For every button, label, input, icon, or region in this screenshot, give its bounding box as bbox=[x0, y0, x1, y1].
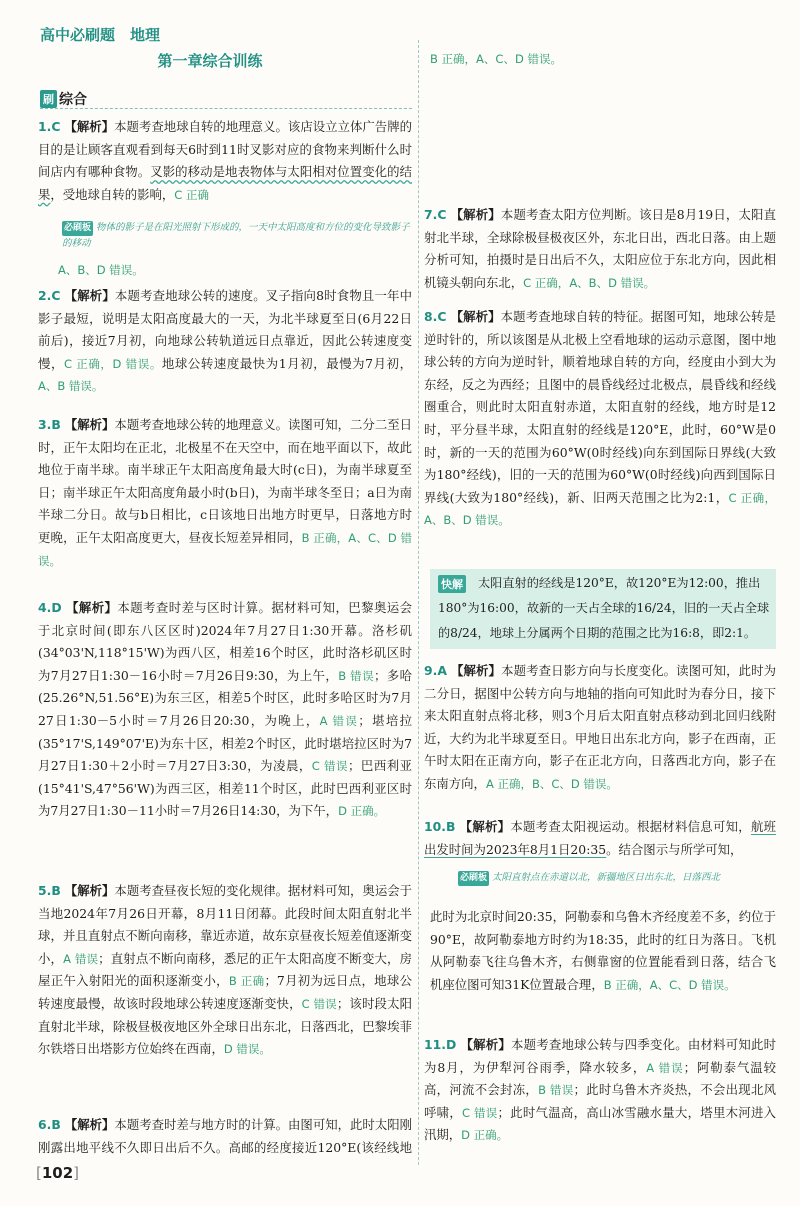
verdict: A 正确， bbox=[485, 776, 532, 791]
explanation-text: ；阿勒泰气温较高，河流不会封冻， bbox=[424, 1059, 777, 1098]
explanation-text: 本题考查地球公转与四季变化。由材料可知此时为8月，为伊犁河谷雨季，降水较多， bbox=[424, 1037, 777, 1075]
q-answer: C bbox=[51, 119, 61, 134]
q-answer: A bbox=[437, 663, 447, 678]
verdict: C 正确， bbox=[523, 275, 570, 290]
q-number: 9. bbox=[424, 663, 438, 678]
answer-4 bbox=[38, 597, 412, 823]
verdict: A、B、D 错误。 bbox=[58, 263, 144, 277]
explanation-text: 本题考查日影方向与长度变化。读图可知，此时为二分日，据图中公转方向与地轴的指向可知此时为春分日，接下来太阳直射点将北移，则3个月后太阳直射点移动到北回归线附近，大约为北半球夏至日。甲地日出东北方向，影子在西南，正午时太阳在正南方向，影子在正北方向，日落西北方向，影子在东南方向， bbox=[424, 663, 777, 791]
explanation-text: ；巴西利亚(15°41'S,47°56'W)为西三区，相差11个时区，此时巴西利亚区时为7月27日1:30－11小时＝7月26日14:30，为下午， bbox=[38, 758, 413, 819]
verdict: B 正确， bbox=[603, 977, 650, 992]
verdict: D 错误。 bbox=[223, 1042, 271, 1057]
q-number: 2. bbox=[38, 288, 52, 303]
book-header: 高中必刷题 地理 bbox=[40, 26, 161, 44]
answer-5 bbox=[38, 880, 412, 1061]
q-number: 10. bbox=[424, 819, 446, 834]
q-number: 5. bbox=[38, 883, 52, 898]
note-text: 物体的影子是在阳光照射下形成的，一天中太阳高度和方位的变化导致影子的移动 bbox=[62, 222, 410, 249]
answer-6-start bbox=[38, 1114, 412, 1160]
verdict: A 错误 bbox=[319, 713, 359, 728]
section-heading bbox=[40, 88, 412, 109]
verdict: B 正确 bbox=[228, 974, 265, 989]
answer-11 bbox=[424, 1034, 776, 1147]
verdict: A、C、D 错误。 bbox=[38, 530, 413, 568]
q-answer: B bbox=[51, 1117, 61, 1132]
explanation-text: ；堪培拉(35°17'S,149°07'E)为东十区，相差2个时区，此时堪培拉区时为7月27日1:30＋2小时＝7月27日3:30，为凌晨， bbox=[38, 712, 413, 774]
explanation-text: ；直射点不断向南移，悉尼的正午太阳高度不断变大，房屋正午入射阳光的面积逐渐变小， bbox=[38, 950, 413, 989]
q-answer: C bbox=[51, 288, 61, 303]
key-point-text: 叉影的移动是地表物体与太阳相对位置变化的结果 bbox=[38, 164, 413, 202]
note-badge: 必刷板 bbox=[458, 871, 489, 886]
answer-7 bbox=[424, 204, 776, 294]
verdict: C 错误 bbox=[462, 1105, 498, 1120]
verdict: C 错误 bbox=[311, 759, 349, 774]
analysis-tag: 【解析】 bbox=[64, 883, 115, 898]
q-number: 3. bbox=[38, 417, 52, 432]
answer-9 bbox=[424, 660, 776, 796]
verdict: D 正确。 bbox=[338, 804, 386, 819]
page-number: [ 102 ] bbox=[36, 1164, 79, 1182]
explanation-text: 本题考查地球自转的地理意义。该店设立立体广告牌的目的是让顾客直观看到每天6时到11时叉影对应的食物来判断什么时间店内有哪种食物。 bbox=[38, 119, 413, 180]
answer-3 bbox=[38, 414, 412, 572]
verdict: C 正确 bbox=[174, 187, 209, 202]
note-text: 太阳直射点在赤道以北，新疆地区日出东北，日落西北 bbox=[492, 872, 721, 883]
verdict: D 错误。 bbox=[112, 356, 162, 371]
q-number: 7. bbox=[424, 207, 438, 222]
explanation-text: 此时为北京时间20:35，阿勒泰和乌鲁木齐经度差不多，约位于90°E，故阿勒泰地方时约为18:35，此时的红日为落日。飞机从阿勒泰飞往乌鲁木齐，右侧靠窗的位置能看到日落，结合飞机座位图可知31K位置最合理， bbox=[430, 909, 776, 992]
explanation-text: 本题考查昼夜长短的变化规律。据材料可知，奥运会于当地2024年7月26日开幕，8月11日闭幕。此段时间太阳直射北半球，并且直射点不断向南移，靠近赤道，故东京昼夜长短差值逐渐变小， bbox=[38, 883, 413, 966]
explanation-text: 本题考查地球自转的特征。据图可知，地球公转是逆时针的，所以该图是从北极上空看地球的运动示意图，图中地球公转的方向为逆时针，顺着地球自转的方向，经度由小到大为东经，反之为西经；且图中的晨昏线经过北极点，晨昏线和经线圈重合，则此时太阳直射赤道，太阳直射的经线，地方时是12时，平分昼半球，太阳直射的经线是120°E，此时，60°W是0时，新的一天的范围为60°W(0时经线)向东到国际日界线(大致为180°经线)，旧的一天的范围为60°W(0时经线)向西到国际日界线(大致为180°经线)，新、旧两天范围之比为2:1， bbox=[424, 309, 777, 505]
verdict: A 错误 bbox=[646, 1060, 684, 1075]
margin-note bbox=[458, 870, 776, 886]
explanation-text: 本题考查地球公转的速度。叉子指向8时食物且一年中影子最短，说明是太阳高度最大的一天，为北半球夏至日(6月22日前后)，接近7月初，向地球公转轨道远日点靠近，因此公转速度变慢， bbox=[38, 288, 412, 371]
explanation-text: ；多哈(25.26°N,51.56°E)为东三区，相差5个时区，此时多哈区时为7月27日1:30－5小时＝7月26日20:30，为晚上， bbox=[38, 667, 413, 728]
explanation-text: ，受地球自转的影响， bbox=[50, 186, 175, 202]
analysis-tag: 【解析】 bbox=[450, 207, 501, 222]
quick-solution-box bbox=[430, 569, 776, 649]
q-answer: D bbox=[445, 1037, 457, 1052]
verdict: B 错误 bbox=[538, 1083, 574, 1098]
verdict: C 正确， bbox=[63, 356, 113, 371]
verdict: B 正确， bbox=[301, 530, 349, 545]
analysis-tag: 【解析】 bbox=[459, 819, 511, 834]
explanation-text: 地球公转速度最快为1月初，最慢为7月初， bbox=[161, 355, 412, 371]
verdict: A、B 错误。 bbox=[38, 379, 104, 394]
section-badge: 刷 bbox=[40, 90, 57, 108]
verdict: A、C、D 错误。 bbox=[476, 52, 562, 66]
q-number: 11. bbox=[424, 1037, 446, 1052]
verdict: A 错误 bbox=[63, 951, 99, 966]
verdict: B、C、D 错误。 bbox=[531, 776, 618, 791]
answer-10 bbox=[424, 816, 776, 861]
analysis-tag: 【解析】 bbox=[450, 309, 501, 324]
q-number: 1. bbox=[38, 119, 52, 134]
answer-10-continued bbox=[430, 906, 776, 996]
q-answer: B bbox=[445, 819, 456, 834]
analysis-tag: 【解析】 bbox=[65, 600, 118, 615]
quick-solution-text: 太阳直射的经线是120°E，故120°E为12:00，推出180°为16:00，故新的一天占全球的16/24，旧的一天占全球的8/24，地球上分属两个日期的范围之比为16:8，即2:1。 bbox=[438, 576, 770, 640]
answer-1-tail bbox=[58, 259, 412, 282]
explanation-text: ；7月初为远日点，地球公转速度最慢，故该时段地球公转速度逐渐变快， bbox=[38, 973, 413, 1011]
column-divider bbox=[418, 40, 419, 1165]
q-answer: B bbox=[51, 417, 61, 432]
verdict: A、C、D 错误。 bbox=[649, 977, 736, 992]
q-answer: C bbox=[437, 309, 447, 324]
explanation-text: 本题考查时差与区时计算。据材料可知，巴黎奥运会于北京时间(即东八区区时)2024年7月27日1:30开幕。洛杉矶(34°03'N,118°15'W)为西八区，相差16个时区，此时洛杉矶区时为7月27日1:30－16小时＝7月26日9:30，为上午， bbox=[38, 600, 412, 683]
section-label: 综合 bbox=[59, 91, 87, 108]
q-number: 8. bbox=[424, 309, 438, 324]
explanation-text: 。结合图示与所学可知， bbox=[606, 841, 743, 857]
q-number: 4. bbox=[38, 600, 52, 615]
analysis-tag: 【解析】 bbox=[64, 119, 115, 134]
explanation-text: ；此时乌鲁木齐炎热，不会出现北风呼啸， bbox=[424, 1082, 777, 1120]
q-number: 6. bbox=[38, 1117, 52, 1132]
explanation-text: 本题考查太阳视运动。根据材料信息可知， bbox=[510, 819, 751, 834]
analysis-tag: 【解析】 bbox=[64, 417, 115, 432]
q-answer: C bbox=[437, 207, 447, 222]
verdict: C 错误 bbox=[301, 996, 337, 1011]
verdict: C 正确， bbox=[728, 490, 776, 505]
quick-solution-badge: 快解 bbox=[438, 575, 466, 593]
explanation-text: 本题考查太阳方位判断。该日是8月19日，太阳直射北半球，全球除极昼极夜区外，东北日出，西北日落。由上题分析可知，拍摄时是日出后不久，太阳应位于东北方向，因此相机镜头朝向东北， bbox=[424, 207, 776, 290]
analysis-tag: 【解析】 bbox=[64, 1117, 115, 1132]
chapter-title: 第一章综合训练 bbox=[157, 52, 263, 70]
answer-2 bbox=[38, 285, 412, 398]
verdict: B 正确， bbox=[430, 52, 477, 66]
explanation-text: ；该时段太阳直射北半球，除极昼极夜地区外全球日出东北，日落西北，巴黎埃菲尔铁塔日出塔影方位始终在西南， bbox=[38, 995, 413, 1057]
answer-8 bbox=[424, 306, 776, 532]
note-badge: 必刷板 bbox=[62, 221, 93, 236]
analysis-tag: 【解析】 bbox=[450, 663, 502, 678]
answer-6-continued bbox=[430, 48, 776, 71]
q-answer: B bbox=[51, 883, 61, 898]
verdict: A、B、D 错误。 bbox=[569, 275, 656, 290]
key-point-text: 航班出发时间为2023年8月1日20:35 bbox=[424, 819, 777, 857]
margin-note bbox=[62, 220, 412, 251]
analysis-tag: 【解析】 bbox=[64, 288, 115, 303]
explanation-text: ；此时气温高，高山冰雪融水量大，塔里木河进入汛期， bbox=[424, 1104, 777, 1143]
analysis-tag: 【解析】 bbox=[460, 1037, 512, 1052]
q-answer: D bbox=[51, 600, 62, 615]
verdict: B 错误 bbox=[338, 668, 374, 683]
verdict: A、B、D 错误。 bbox=[424, 513, 510, 528]
answer-1 bbox=[38, 116, 412, 206]
verdict: D 正确。 bbox=[461, 1128, 509, 1143]
explanation-text: 本题考查时差与地方时的计算。由图可知，此时太阳刚刚露出地平线不久即日出后不久。高邮的经度接近120°E(该经线地 bbox=[38, 1117, 412, 1155]
explanation-text: 本题考查地球公转的地理意义。读图可知，二分二至日时，正午太阳均在正北，北极星不在天空中，而在地平面以下，故此地位于南半球。南半球正午太阳高度角最大时(c日)，为南半球夏至日；南半球正午太阳高度角最小时(b日)，为南半球冬至日；a日为南半球二分日。故与b日相比，c日该地日出地方时更早，日落地方时更晚，正午太阳高度更大，昼夜长短差异相同， bbox=[38, 417, 413, 545]
